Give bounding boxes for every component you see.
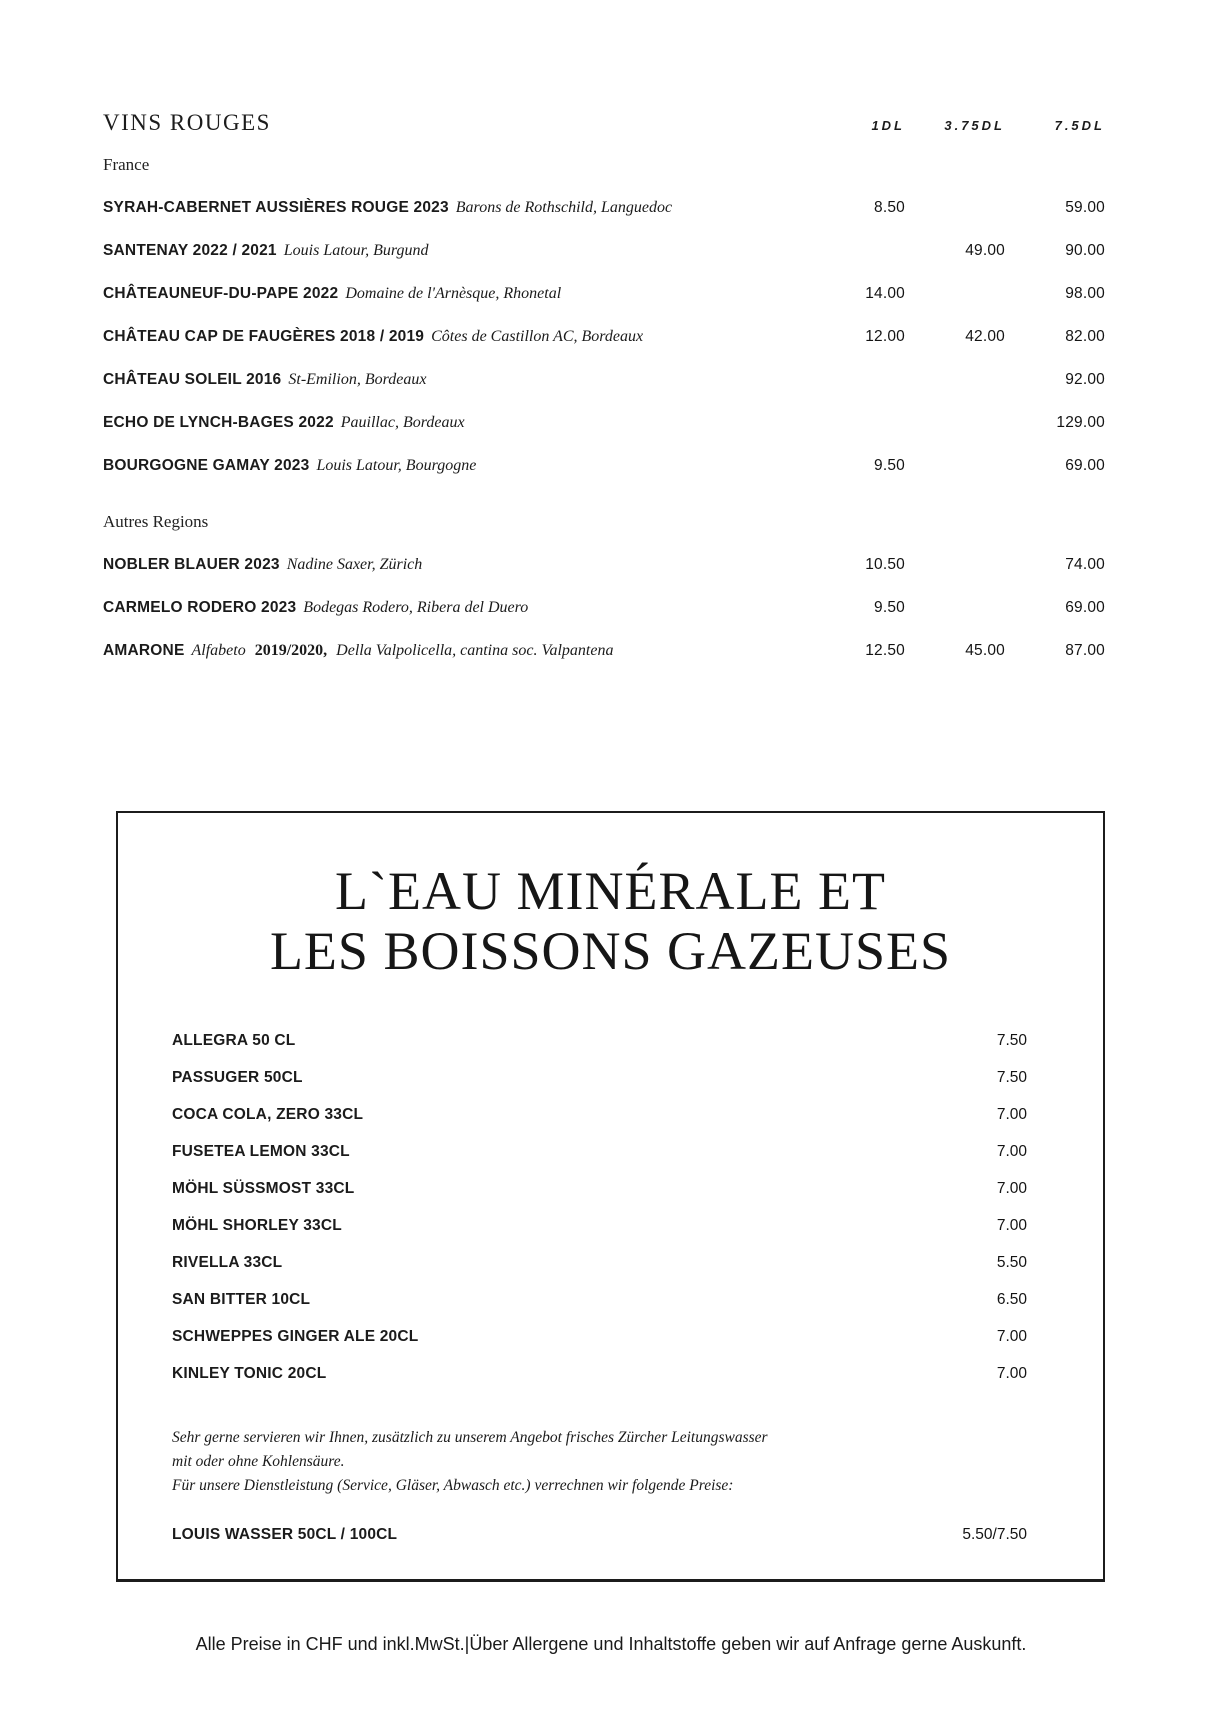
tap-water-note: [118, 1426, 1103, 1498]
drink-name: SAN BITTER 10CL: [172, 1291, 311, 1308]
price-1dl: 9.50: [874, 457, 905, 474]
column-header-75dl: 7.5DL: [1054, 118, 1105, 133]
wine-detail: St-Emilion, Bordeaux: [288, 371, 427, 388]
drink-name: FUSETEA LEMON 33CL: [172, 1143, 350, 1160]
drink-price: 7.00: [996, 1106, 1027, 1123]
wine-name: CHÂTEAUNEUF-DU-PAPE 2022: [103, 285, 339, 302]
wine-name: CARMELO RODERO 2023: [103, 599, 297, 616]
drink-row: [172, 1364, 1027, 1384]
price-375dl: 45.00: [965, 642, 1005, 659]
wine-name: NOBLER BLAUER 2023: [103, 556, 280, 573]
wine-detail: Nadine Saxer, Zürich: [286, 556, 423, 573]
wine-detail: Louis Latour, Burgund: [283, 242, 429, 259]
drink-row: [172, 1105, 1027, 1125]
drinks-list: [118, 1031, 1103, 1384]
drink-row: [172, 1142, 1027, 1162]
wine-row: [103, 598, 1105, 618]
section-heading-france: France: [103, 155, 150, 174]
wine-table-header: [103, 108, 1105, 141]
wine-name: AMARONE: [103, 642, 185, 659]
wine-detail: Côtes de Castillon AC, Bordeaux: [431, 328, 644, 345]
price-75dl: 82.00: [1065, 328, 1105, 345]
wine-detail: Domaine de l'Arnèsque, Rhonetal: [345, 285, 562, 302]
wine-detail-vintage: 2019/2020,: [250, 642, 328, 659]
section-heading-autres-regions: Autres Regions: [103, 512, 209, 531]
drink-name: KINLEY TONIC 20CL: [172, 1365, 327, 1382]
drink-name: SCHWEPPES GINGER ALE 20CL: [172, 1328, 419, 1345]
drink-price: 7.00: [996, 1180, 1027, 1197]
column-header-375dl: 3.75DL: [944, 118, 1005, 133]
drinks-box-title: [118, 861, 1103, 981]
price-75dl: 74.00: [1065, 556, 1105, 573]
footer-note: Alle Preise in CHF und inkl.MwSt.|Über Allergene und Inhaltstoffe geben wir auf Anfrage gerne Auskunft.: [195, 1634, 1027, 1654]
drink-row: [172, 1179, 1027, 1199]
drink-price: 5.50: [996, 1254, 1027, 1271]
drink-price: 6.50: [996, 1291, 1027, 1308]
drink-name: COCA COLA, ZERO 33CL: [172, 1106, 364, 1123]
wine-detail: [191, 642, 613, 659]
wine-name: ECHO DE LYNCH-BAGES 2022: [103, 414, 334, 431]
drink-name: RIVELLA 33CL: [172, 1254, 283, 1271]
page-title: VINS ROUGES: [103, 110, 271, 135]
price-75dl: 92.00: [1065, 371, 1105, 388]
drink-price: 7.00: [996, 1328, 1027, 1345]
drink-price: 7.50: [996, 1032, 1027, 1049]
wine-row: [103, 327, 1105, 347]
drinks-box-title-line2: LES BOISSONS GAZEUSES: [269, 921, 952, 981]
wine-row: [103, 284, 1105, 304]
wine-detail: Bodegas Rodero, Ribera del Duero: [303, 599, 529, 616]
price-75dl: 69.00: [1065, 457, 1105, 474]
price-75dl: 59.00: [1065, 199, 1105, 216]
price-1dl: 9.50: [874, 599, 905, 616]
drink-name: PASSUGER 50CL: [172, 1069, 303, 1086]
wine-row: [103, 555, 1105, 575]
drink-row: [172, 1327, 1027, 1347]
drink-price: 7.00: [996, 1365, 1027, 1382]
wine-row: [103, 456, 1105, 476]
drink-name: ALLEGRA 50 CL: [172, 1032, 296, 1049]
drink-row: [172, 1031, 1027, 1051]
drink-row: [172, 1216, 1027, 1236]
wine-name: SYRAH-CABERNET AUSSIÈRES ROUGE 2023: [103, 199, 449, 216]
wine-name: SANTENAY 2022 / 2021: [103, 242, 277, 259]
price-75dl: 129.00: [1056, 414, 1105, 431]
price-75dl: 69.00: [1065, 599, 1105, 616]
wine-row: [103, 198, 1105, 218]
wine-detail: Louis Latour, Bourgogne: [316, 457, 477, 474]
wine-row: [103, 413, 1105, 433]
price-1dl: 14.00: [865, 285, 905, 302]
drink-row: [118, 1524, 1103, 1546]
price-1dl: 10.50: [865, 556, 905, 573]
price-1dl: 12.00: [865, 328, 905, 345]
drink-name: MÖHL SÜSSMOST 33CL: [172, 1180, 355, 1197]
price-375dl: 49.00: [965, 242, 1005, 259]
drink-row: [172, 1068, 1027, 1088]
price-75dl: 98.00: [1065, 285, 1105, 302]
wine-name: CHÂTEAU CAP DE FAUGÈRES 2018 / 2019: [103, 328, 425, 345]
drink-name: LOUIS WASSER 50CL / 100CL: [172, 1526, 398, 1543]
drinks-box-title-line1: L`EAU MINÉRALE ET: [335, 861, 886, 921]
wine-row: [103, 241, 1105, 261]
wine-row: [103, 641, 1105, 661]
column-header-1dl: 1DL: [871, 118, 905, 133]
price-375dl: 42.00: [965, 328, 1005, 345]
price-75dl: 87.00: [1065, 642, 1105, 659]
red-wines-table: [103, 108, 1105, 661]
mineral-water-box: [116, 811, 1105, 1582]
wine-detail-italic: Alfabeto: [191, 642, 246, 659]
drink-row: [172, 1290, 1027, 1310]
note-line: Für unsere Dienstleistung (Service, Gläser, Abwasch etc.) verrechnen wir folgende Preise:: [172, 1477, 734, 1494]
drink-price: 5.50/7.50: [962, 1526, 1027, 1543]
note-line: Sehr gerne servieren wir Ihnen, zusätzlich zu unserem Angebot frisches Zürcher Leitungswasser: [172, 1429, 768, 1446]
price-75dl: 90.00: [1065, 242, 1105, 259]
drink-price: 7.00: [996, 1217, 1027, 1234]
price-1dl: 8.50: [874, 199, 905, 216]
drink-row: [172, 1253, 1027, 1273]
drink-price: 7.50: [996, 1069, 1027, 1086]
price-1dl: 12.50: [865, 642, 905, 659]
wine-name: CHÂTEAU SOLEIL 2016: [103, 371, 282, 388]
note-line: mit oder ohne Kohlensäure.: [172, 1453, 345, 1470]
wine-detail: Pauillac, Bordeaux: [340, 414, 465, 431]
wine-row: [103, 370, 1105, 390]
wine-detail: Barons de Rothschild, Languedoc: [455, 199, 673, 216]
drink-price: 7.00: [996, 1143, 1027, 1160]
wine-name: BOURGOGNE GAMAY 2023: [103, 457, 310, 474]
wine-detail-italic: Della Valpolicella, cantina soc. Valpantena: [332, 642, 614, 659]
drink-name: MÖHL SHORLEY 33CL: [172, 1217, 342, 1234]
